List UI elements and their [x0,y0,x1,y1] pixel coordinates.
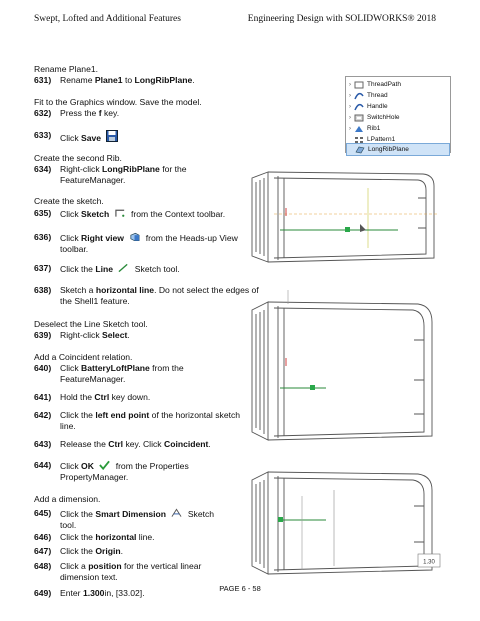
tree-item-lpattern1[interactable]: LPattern1 [346,134,395,145]
sweep-icon [354,103,364,111]
section-coincident: Add a Coincident relation. [34,352,133,362]
sketch-icon [354,81,364,89]
cad-view-sketch [248,168,448,266]
rib-icon [354,125,364,133]
plane-icon [355,146,365,154]
save-icon [106,130,118,142]
feature-manager-tree [345,76,451,153]
header-right: Engineering Design with SOLIDWORKS® 2018 [247,14,436,24]
cad-view-coincident [248,290,448,450]
header-left: Swept, Lofted and Additional Features [34,14,181,24]
step-646: 646) Click the horizontal line. [34,532,155,542]
sketch-icon [115,208,126,218]
tree-item-rib1[interactable]: › Rib1 [349,125,381,132]
tree-item-thread[interactable]: › Thread [349,92,388,99]
step-647: 647) Click the Origin. [34,546,124,556]
page-number: PAGE 6 - 58 [219,584,261,593]
tree-item-longribplane[interactable]: LongRibPlane [346,143,450,156]
section-rename: Rename Plane1. [34,64,99,74]
section-sketch: Create the sketch. [34,196,104,206]
cad-view-dimension [248,466,448,578]
step-632: 632) Press the f key. [34,108,120,118]
step-641: 641) Hold the Ctrl key down. [34,392,151,402]
section-dimension: Add a dimension. [34,494,101,504]
dimension-value[interactable]: 1.30 [423,559,435,566]
step-638: 638) Sketch a horizontal line. Do not select the edges of the Shell1 feature. [34,285,259,306]
sweep-icon [354,92,364,100]
step-645: 645) Click the Smart Dimension Sketch tool. [34,508,215,530]
tree-item-threadpath[interactable]: › ThreadPath [349,81,401,88]
step-636: 636) Click Right view from the Heads-up View toolbar. [34,232,238,254]
section-rib: Create the second Rib. [34,153,122,163]
smart-dimension-icon [171,508,182,518]
check-icon [99,460,110,470]
step-643: 643) Release the Ctrl key. Click Coincident. [34,439,211,449]
step-642: 642) Click the left end point of the horizontal sketch line. [34,410,241,431]
tree-item-switchhole[interactable]: › SwitchHole [349,114,400,121]
right-view-icon [129,232,140,242]
section-fit: Fit to the Graphics window. Save the model. [34,97,202,107]
step-635: 635) Click Sketch from the Context toolbar. [34,208,226,219]
step-644: 644) Click OK from the Properties PropertyManager. [34,460,189,482]
step-649: 649) Enter 1.300in, [33.02]. [34,588,145,598]
step-634: 634) Right-click LongRibPlane for the FeatureManager. [34,164,187,185]
extrude-cut-icon [354,114,364,122]
step-640: 640) Click BatteryLoftPlane from the FeatureManager. [34,363,184,384]
step-639: 639) Right-click Select. [34,330,130,340]
section-deselect: Deselect the Line Sketch tool. [34,319,148,329]
line-tool-icon [118,263,129,273]
step-637: 637) Click the Line Sketch tool. [34,263,180,274]
step-648: 648) Click a position for the vertical linear dimension text. [34,561,202,582]
tree-item-handle[interactable]: › Handle [349,103,388,110]
step-631: 631) Rename Plane1 to LongRibPlane. [34,75,195,85]
step-633: 633) Click Save [34,130,275,144]
